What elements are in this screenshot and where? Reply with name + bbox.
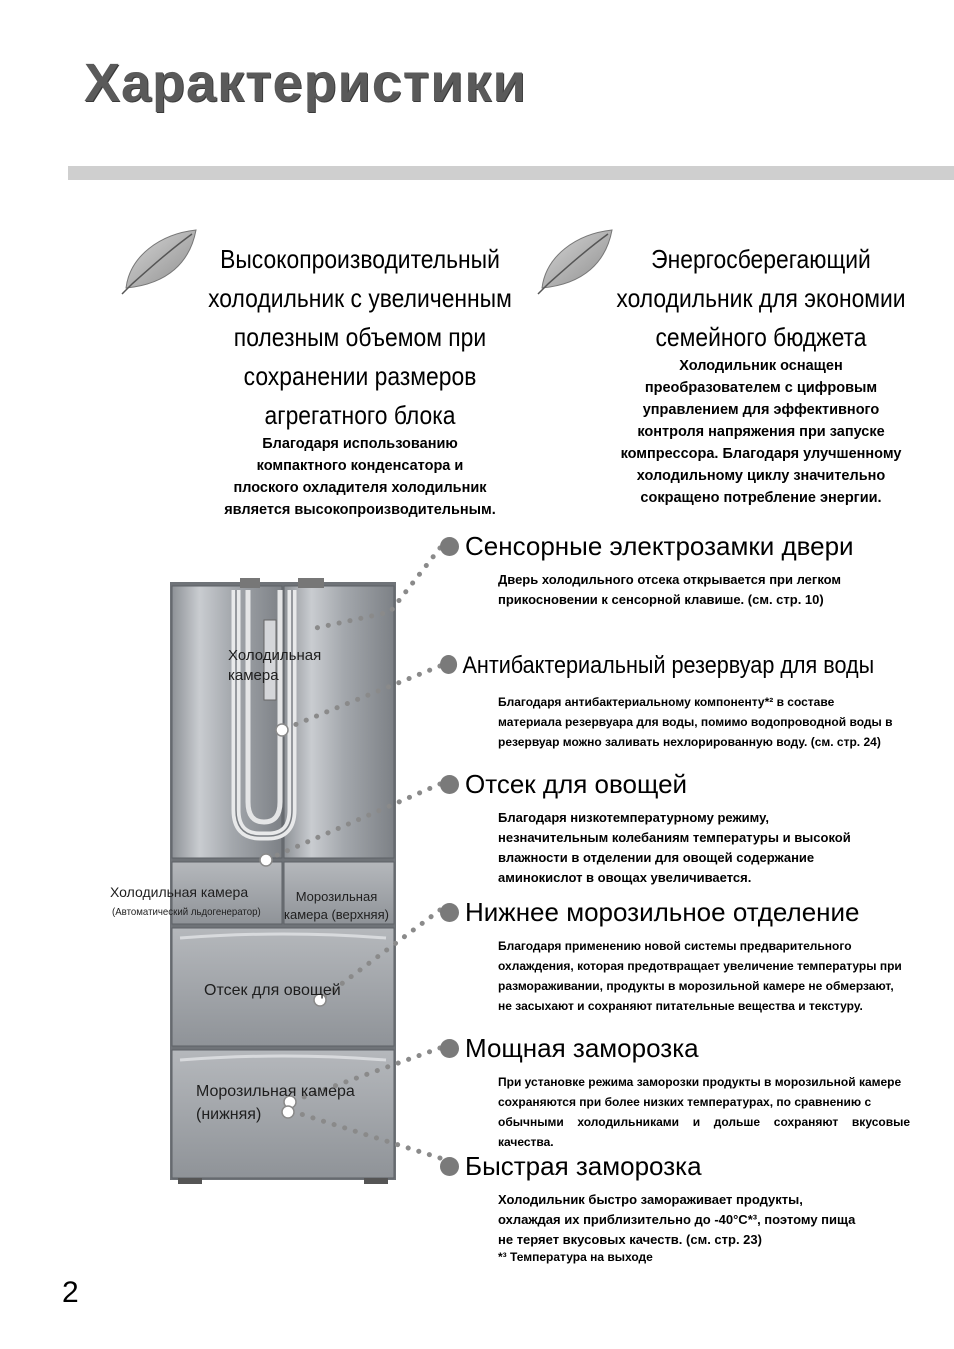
body-line: не теряет вкусовых качеств. (см. стр. 23) bbox=[498, 1232, 762, 1247]
body-line: холодильному циклу значительно bbox=[636, 468, 886, 484]
heading-line: холодильник для экономии bbox=[616, 283, 906, 313]
feature-quick-freeze bbox=[440, 1150, 910, 1264]
title-divider bbox=[68, 166, 954, 180]
feature-title bbox=[440, 650, 875, 682]
intro-body bbox=[596, 355, 926, 509]
feature-title bbox=[440, 530, 910, 562]
label-fridge-chamber bbox=[228, 646, 321, 686]
body-line: незначительным колебаниям температуры и высокой bbox=[498, 830, 851, 845]
body-line: компактного конденсатора и bbox=[256, 458, 464, 474]
body-line: аминокислот в овощах увеличивается. bbox=[498, 870, 752, 885]
body-line: управлением для эффективного bbox=[642, 402, 880, 418]
feature-title-text: Отсек для овощей bbox=[465, 769, 688, 799]
body-line: Холодильник оснащен bbox=[679, 358, 843, 374]
feature-body bbox=[498, 1190, 910, 1250]
label-line: Холодильная bbox=[228, 647, 322, 664]
intro-feature-performance bbox=[180, 240, 540, 521]
page-title: Характеристики bbox=[84, 53, 527, 113]
feature-title-text: Антибактериальный резервуар для воды bbox=[462, 652, 875, 679]
label-line: камера (верхняя) bbox=[284, 907, 389, 922]
body-line: резервуар можно заливать нехлорированную воду. (см. стр. 24) bbox=[498, 735, 881, 749]
body-line: плоского охладителя холодильник bbox=[233, 480, 487, 496]
body-line: сохраняются при более низких температурах, по сравнению с bbox=[498, 1095, 872, 1109]
label-lower-freezer bbox=[196, 1080, 355, 1126]
body-line: Благодаря антибактериальному компоненту*² в составе bbox=[498, 695, 835, 709]
label-line: Морозильная bbox=[295, 889, 378, 904]
bullet-icon bbox=[440, 775, 459, 794]
heading-line: полезным объемом при bbox=[233, 322, 487, 352]
bullet-icon bbox=[440, 537, 459, 556]
feature-body bbox=[498, 692, 910, 752]
feature-title bbox=[440, 768, 910, 800]
body-line: охлаждая их приблизительно до -40°C*³, поэтому пища bbox=[498, 1212, 856, 1227]
intro-feature-energy bbox=[596, 240, 926, 509]
body-line: Благодаря использованию bbox=[262, 436, 458, 452]
feature-title-text: Мощная заморозка bbox=[465, 1033, 699, 1063]
label-line: (нижняя) bbox=[196, 1106, 262, 1123]
body-line: Благодаря низкотемпературному режиму, bbox=[498, 810, 769, 825]
bullet-icon bbox=[440, 1157, 459, 1176]
feature-touch-locks bbox=[440, 530, 910, 610]
feature-title bbox=[440, 1150, 910, 1182]
feature-title-text: Сенсорные электрозамки двери bbox=[465, 531, 854, 561]
feature-title-text: Быстрая заморозка bbox=[465, 1151, 702, 1181]
body-line: Дверь холодильного отсека открывается при легком bbox=[498, 572, 842, 587]
feature-vegetable-compartment bbox=[440, 768, 910, 888]
bullet-icon bbox=[440, 655, 457, 674]
feature-body bbox=[498, 1072, 910, 1152]
body-line: обычными холодильниками и дольше сохраняют вкусовые качества. bbox=[498, 1115, 910, 1149]
page-number: 2 bbox=[62, 1276, 79, 1309]
intro-heading bbox=[616, 240, 906, 357]
feature-title bbox=[440, 896, 910, 928]
body-line: является высокопроизводительным. bbox=[224, 502, 496, 518]
body-line: материала резервуара для воды, помимо водопроводной воды в bbox=[498, 715, 893, 729]
heading-line: сохранении размеров bbox=[243, 361, 477, 391]
label-line: камера bbox=[228, 667, 279, 684]
feature-title-text: Нижнее морозильное отделение bbox=[465, 897, 860, 927]
label-fridge-chamber-ice: Холодильная камера bbox=[110, 884, 249, 900]
feature-title bbox=[440, 1032, 910, 1064]
feature-body bbox=[498, 808, 910, 888]
body-line: сокращено потребление энергии. bbox=[640, 490, 882, 506]
intro-body bbox=[180, 433, 540, 521]
feature-body bbox=[498, 570, 910, 610]
body-line: Благодаря применению новой системы предварительного bbox=[498, 939, 852, 953]
body-line: охлаждения, которая предотвращает увеличение температуры при bbox=[498, 959, 902, 973]
feature-lower-freezer bbox=[440, 896, 910, 1016]
body-line: При установке режима заморозки продукты в морозильной камере bbox=[498, 1075, 902, 1089]
footnote: *³ Температура на выходе bbox=[498, 1250, 653, 1264]
intro-heading bbox=[202, 240, 519, 435]
label-line: Морозильная камера bbox=[196, 1083, 355, 1100]
label-upper-freezer bbox=[284, 888, 389, 924]
feature-body bbox=[498, 936, 910, 1016]
heading-line: Высокопроизводительный bbox=[220, 244, 500, 274]
feature-power-freeze bbox=[440, 1032, 910, 1152]
body-line: преобразователем с цифровым bbox=[644, 380, 878, 396]
body-line: размораживании, продукты в морозильной камере не обмерзают, bbox=[498, 979, 894, 993]
label-vegetable: Отсек для овощей bbox=[204, 982, 341, 999]
heading-line: холодильник с увеличенным bbox=[208, 283, 512, 313]
heading-line: семейного бюджета bbox=[655, 322, 867, 352]
feature-water-tank bbox=[440, 650, 910, 752]
heading-line: Энергосберегающий bbox=[651, 244, 871, 274]
heading-line: агрегатного блока bbox=[264, 400, 456, 430]
body-line: не засыхают и сохраняют питательные вещества и текстуру. bbox=[498, 999, 863, 1013]
body-line: влажности в отделении для овощей содержание bbox=[498, 850, 815, 865]
body-line: компрессора. Благодаря улучшенному bbox=[620, 446, 902, 462]
label-ice-maker: (Автоматический льдогенератор) bbox=[112, 906, 261, 918]
bullet-icon bbox=[440, 903, 459, 922]
body-line: Холодильник быстро замораживает продукты, bbox=[498, 1192, 803, 1207]
bullet-icon bbox=[440, 1039, 459, 1058]
body-line: прикосновении к сенсорной клавише. (см. стр. 10) bbox=[498, 592, 824, 607]
body-line: контроля напряжения при запуске bbox=[637, 424, 885, 440]
